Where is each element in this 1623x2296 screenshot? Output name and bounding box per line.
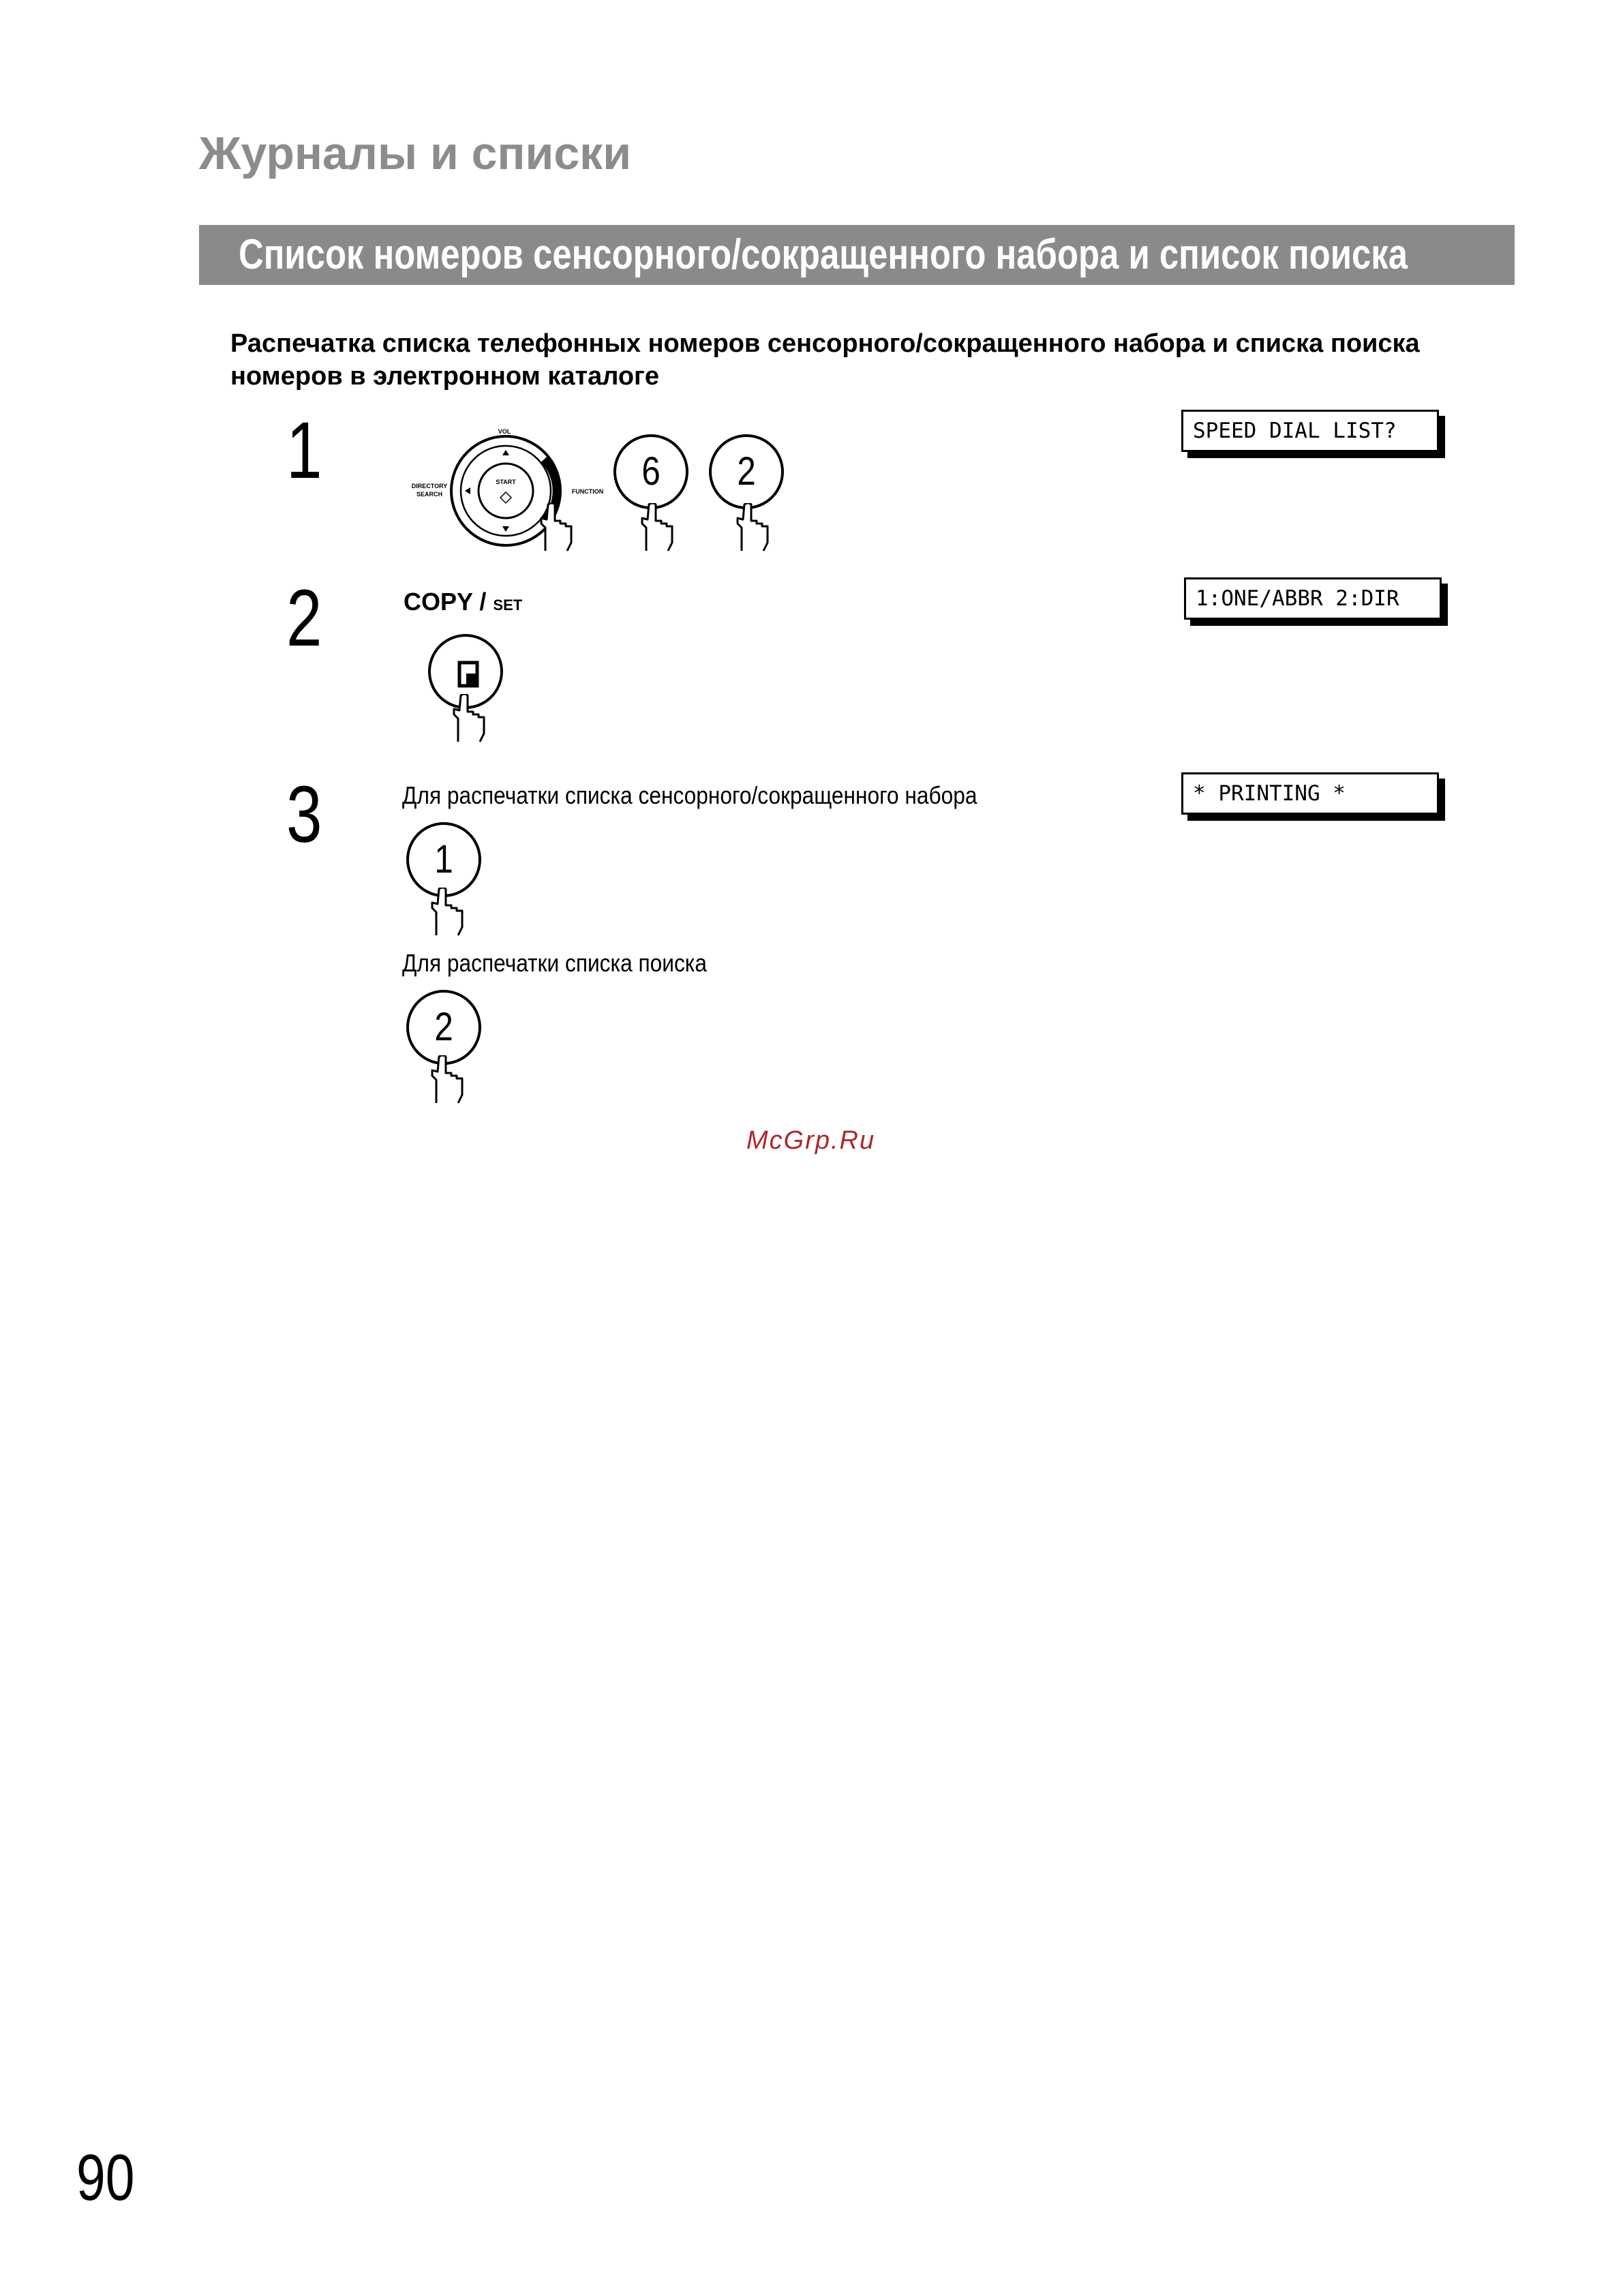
lcd-display-step-2: 1:ONE/ABBR 2:DIR	[1184, 577, 1442, 620]
lcd-display-step-1: SPEED DIAL LIST?	[1181, 410, 1439, 452]
option-2-label: Для распечатки списка поиска	[402, 949, 707, 977]
lcd-display-step-3: * PRINTING *	[1181, 772, 1439, 815]
copy-set-label: COPY / SET	[404, 588, 523, 616]
hand-press-icon	[532, 503, 579, 552]
hand-press-icon	[728, 503, 776, 552]
hand-press-icon	[633, 503, 680, 552]
step-number-2: 2	[286, 573, 322, 663]
vol-label: VOL	[498, 428, 511, 435]
key-2-button[interactable]: 2	[406, 990, 481, 1065]
title-banner	[199, 225, 1515, 285]
directory-label: DIRECTORY	[411, 483, 448, 489]
intro-text: Распечатка списка телефонных номеров сенсорного/сокращенного набора и списка поиска номеров в электронном каталоге	[230, 329, 1420, 391]
hand-press-icon	[423, 888, 470, 937]
option-1-label: Для распечатки списка сенсорного/сокращенного набора	[402, 781, 977, 809]
watermark: McGrp.Ru	[746, 1126, 876, 1155]
step-number-1: 1	[286, 406, 322, 496]
key-6-button[interactable]: 6	[613, 434, 688, 509]
function-label: FUNCTION	[571, 488, 604, 495]
step-number-3: 3	[286, 770, 322, 860]
section-title: Журналы и списки	[199, 127, 632, 179]
banner-title: Список номеров сенсорного/сокращенного набора и список поиска	[239, 231, 1408, 278]
key-1-button[interactable]: 1	[406, 822, 481, 897]
page-number: 90	[76, 2141, 135, 2214]
search-label: SEARCH	[416, 491, 443, 498]
hand-press-icon	[444, 694, 492, 743]
key-2-button[interactable]: 2	[709, 434, 784, 509]
hand-press-icon	[423, 1055, 470, 1104]
start-label: START	[496, 479, 516, 485]
